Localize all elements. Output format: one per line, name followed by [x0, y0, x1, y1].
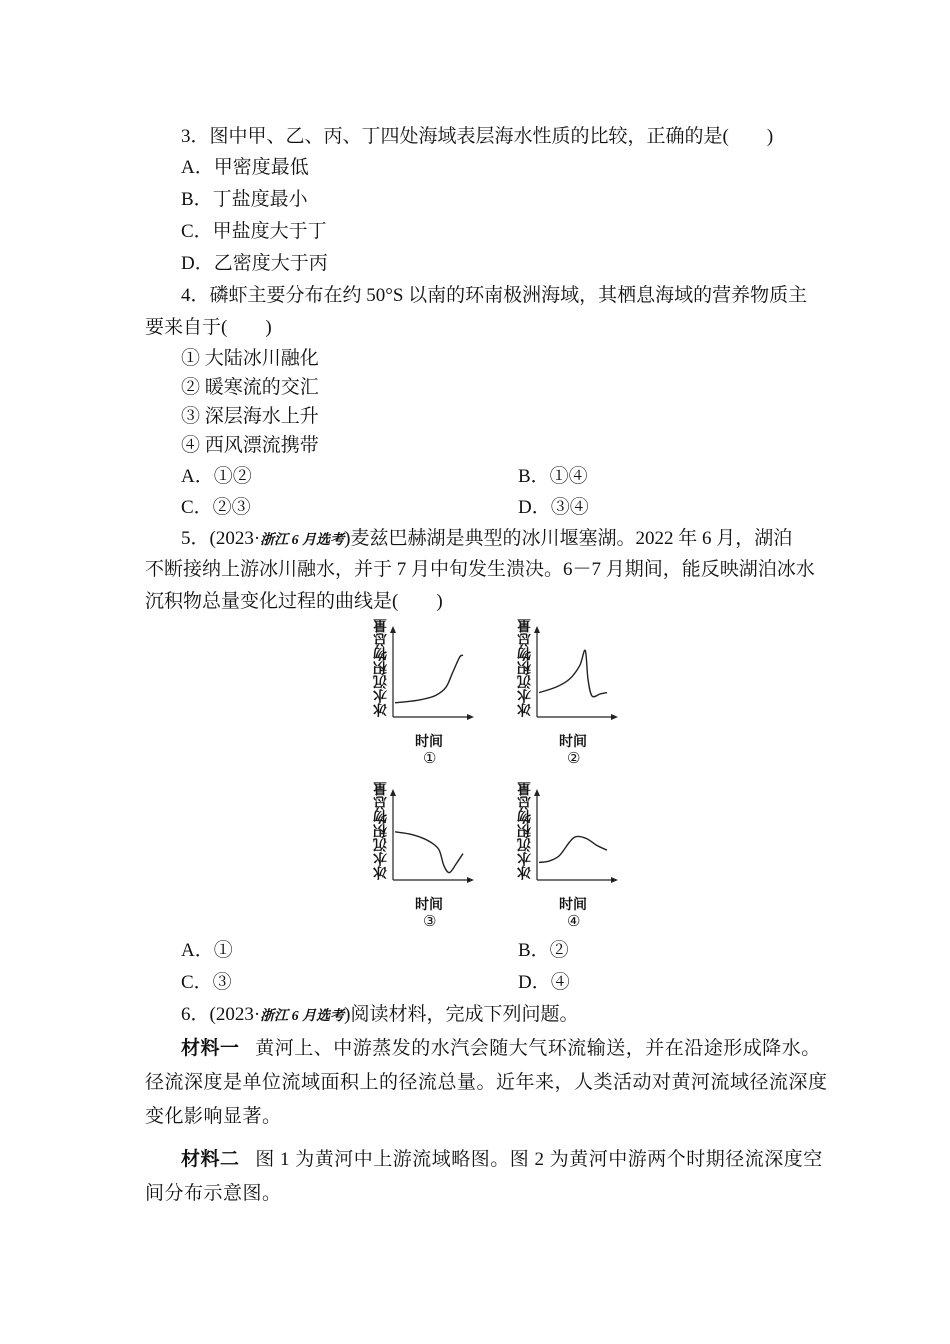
q4-item-1: ① 大陆冰川融化 [181, 348, 319, 369]
material1-text1: 黄河上、中游蒸发的水汽会随大气环流输送，并在沿途形成降水。 [255, 1038, 821, 1059]
chart-2-label: ② [567, 751, 581, 767]
chart-3-curve [395, 832, 463, 873]
chart-1-xlabel: 时间 [415, 735, 443, 750]
q5-line1-rest: )麦兹巴赫湖是典型的冰川堰塞湖。2022 年 6 月，湖泊 [344, 528, 793, 549]
chart-4-curve [539, 836, 607, 862]
q3-option-b: B．丁盐度最小 [181, 189, 308, 210]
q5-option-d: D．④ [518, 972, 570, 993]
material2-label: 材料二 [181, 1149, 240, 1170]
q5-stem-line1 [181, 527, 792, 553]
q3-option-a: A．甲密度最低 [181, 157, 309, 178]
material2-line2: 间分布示意图。 [145, 1183, 282, 1204]
chart-1-y-arrow [390, 626, 396, 633]
chart-1-x-arrow [467, 714, 474, 720]
material1-line2: 径流深度是单位流域面积上的径流总量。近年来，人类活动对黄河流域径流深度 [145, 1072, 828, 1093]
q6-source: 浙江 6 月选考 [260, 1009, 345, 1024]
q5-option-a: A．① [181, 940, 233, 961]
chart-1-label: ① [423, 751, 437, 767]
chart-1-curve [395, 655, 463, 703]
chart-3-xlabel: 时间 [415, 898, 443, 913]
chart-2-ylabel: 冰水沉积物总量 [518, 619, 533, 717]
q4-item-3: ③ 深层海水上升 [181, 406, 319, 427]
q3-option-c: C．甲盐度大于丁 [181, 221, 327, 242]
chart-4-label: ④ [567, 914, 581, 930]
chart-3-label: ③ [423, 914, 437, 930]
chart-3-ylabel: 冰水沉积物总量 [374, 782, 389, 880]
q4-item-4: ④ 西风漂流携带 [181, 435, 319, 456]
chart-2-x-arrow [611, 714, 618, 720]
q5-source: 浙江 6 月选考 [260, 533, 345, 548]
chart-4-y-arrow [534, 789, 540, 796]
q6-stem [181, 1003, 578, 1029]
chart-3-x-arrow [467, 877, 474, 883]
q4-option-b: B．①④ [518, 466, 588, 487]
q4-option-c: C．②③ [181, 497, 251, 518]
chart-2-curve [539, 650, 607, 697]
q4-option-d: D．③④ [518, 497, 589, 518]
q4-option-a: A．①② [181, 466, 252, 487]
q3-option-d: D．乙密度大于丙 [181, 253, 328, 274]
q4-stem-line2: 要来自于( ) [145, 317, 272, 338]
chart-4-ylabel: 冰水沉积物总量 [518, 782, 533, 880]
q5-stem-line2: 不断接纳上游冰川融水，并于 7 月中旬发生溃决。6－7 月期间，能反映湖泊冰水 [145, 559, 815, 580]
q5-option-c: C．③ [181, 972, 232, 993]
chart-2-y-arrow [534, 626, 540, 633]
q4-item-2: ② 暖寒流的交汇 [181, 377, 319, 398]
chart-2-xlabel: 时间 [559, 735, 587, 750]
q4-stem-line1: 4．磷虾主要分布在约 50°S 以南的环南极洲海域，其栖息海域的营养物质主 [181, 285, 808, 306]
material1-label: 材料一 [181, 1038, 240, 1059]
chart-1-ylabel: 冰水沉积物总量 [374, 619, 389, 717]
q5-prefix: 5．(2023· [181, 528, 261, 549]
q6-rest: )阅读材料，完成下列问题。 [344, 1004, 579, 1025]
q5-option-b: B．② [518, 940, 569, 961]
chart-4-xlabel: 时间 [559, 898, 587, 913]
q6-prefix: 6．(2023· [181, 1004, 261, 1025]
material2-line1 [181, 1148, 823, 1172]
q5-stem-line3: 沉积物总量变化过程的曲线是( ) [145, 591, 443, 612]
material1-line3: 变化影响显著。 [145, 1106, 282, 1127]
material1-line1 [181, 1037, 821, 1061]
material2-text1: 图 1 为黄河中上游流域略图。图 2 为黄河中游两个时期径流深度空 [255, 1149, 823, 1170]
q3-stem: 3．图中甲、乙、丙、丁四处海域表层海水性质的比较，正确的是( ) [181, 126, 774, 147]
chart-3-y-arrow [390, 789, 396, 796]
chart-4-x-arrow [611, 877, 618, 883]
